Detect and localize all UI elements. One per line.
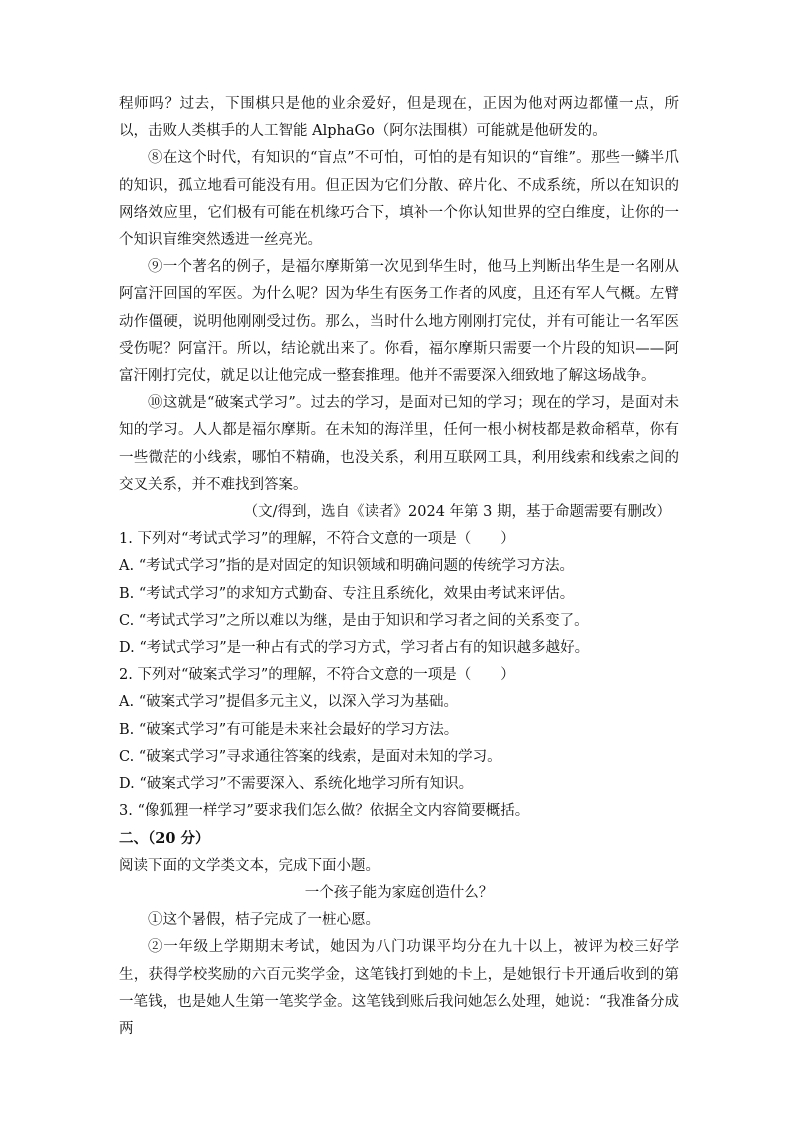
question-1-stem: 1. 下列对“考试式学习”的理解，不符合文意的一项是（ ） bbox=[119, 531, 515, 548]
section-heading: 二、（20 分） bbox=[119, 830, 210, 848]
question-2-option-b: B. “破案式学习”有可能是未来社会最好的学习方法。 bbox=[119, 721, 459, 738]
paragraph-continued: 程师吗？过去，下围棋只是他的业余爱好，但是现在，正因为他对两边都懂一点，所以，击败人类棋手的人工智能 AlphaGo（阿尔法围棋）可能就是他研发的。 bbox=[119, 96, 679, 140]
article-paragraph-1: ①这个暑假，桔子完成了一桩心愿。 bbox=[148, 912, 380, 929]
question-3: 3. “像狐狸一样学习”要求我们怎么做？依据全文内容简要概括。 bbox=[119, 803, 530, 820]
question-1-option-a: A. “考试式学习”指的是对固定的知识领域和明确问题的传统学习方法。 bbox=[119, 558, 575, 575]
question-2-option-c: C. “破案式学习”寻求通往答案的线索，是面对未知的学习。 bbox=[119, 748, 502, 765]
article-paragraph-2: ②一年级上学期期末考试，她因为八门功课平均分在九十以上，被评为校三好学生，获得学校奖励的六百元奖学金，这笔钱打到她的卡上，是她银行卡开通后收到的第一笔钱，也是她人生第一笔奖学金。这笔钱到账后我问她怎么处理，她说：“我准备分成两 bbox=[119, 939, 679, 1037]
paragraph-8: ⑧在这个时代，有知识的“盲点”不可怕，可怕的是有知识的“盲维”。那些一鳞半爪的知识，孤立地看可能没有用。但正因为它们分散、碎片化、不成系统，所以在知识的网络效应里，它们极有可能在机缘巧合下，填补一个你认知世界的空白维度，让你的一个知识盲维突然透进一丝亮光。 bbox=[119, 150, 679, 249]
question-2-stem: 2. 下列对“破案式学习”的理解，不符合文意的一项是（ ） bbox=[119, 667, 515, 684]
paragraph-10: ⑩这就是“破案式学习”。过去的学习，是面对已知的学习；现在的学习，是面对未知的学习。人人都是福尔摩斯。在未知的海洋里，任何一根小树枝都是救命稻草，你有一些微茫的小线索，哪怕不精确，也没关系，利用互联网工具，利用线索和线索之间的交叉关系，并不难找到答案。 bbox=[119, 395, 679, 493]
section-instruction: 阅读下面的文学类文本，完成下面小题。 bbox=[119, 857, 380, 874]
source-citation: （文/得到，选自《读者》2024 年第 3 期，基于命题需要有删改） bbox=[243, 504, 671, 521]
document-body bbox=[119, 91, 679, 1043]
question-1-option-c: C. “考试式学习”之所以难以为继，是由于知识和学习者之间的关系变了。 bbox=[119, 612, 589, 629]
question-2-option-a: A. “破案式学习”提倡多元主义，以深入学习为基础。 bbox=[119, 694, 459, 711]
question-1-option-b: B. “考试式学习”的求知方式勤奋、专注且系统化，效果由考试来评估。 bbox=[119, 585, 575, 602]
paragraph-9: ⑨一个著名的例子，是福尔摩斯第一次见到华生时，他马上判断出华生是一名刚从阿富汗回国的军医。为什么呢？因为华生有医务工作者的风度，且还有军人气概。左臂动作僵硬，说明他刚刚受过伤。那么，当时什么地方刚刚打完仗，并有可能让一名军医受伤呢？阿富汗。所以，结论就出来了。你看，福尔摩斯只需要一个片段的知识——阿富汗刚打完仗，就足以让他完成一整套推理。他并不需要深入细致地了解这场战争。 bbox=[119, 259, 679, 385]
question-1-option-d: D. “考试式学习”是一种占有式的学习方式，学习者占有的知识越多越好。 bbox=[119, 640, 590, 657]
question-2-option-d: D. “破案式学习”不需要深入、系统化地学习所有知识。 bbox=[119, 776, 474, 793]
article-title: 一个孩子能为家庭创造什么？ bbox=[304, 884, 494, 901]
